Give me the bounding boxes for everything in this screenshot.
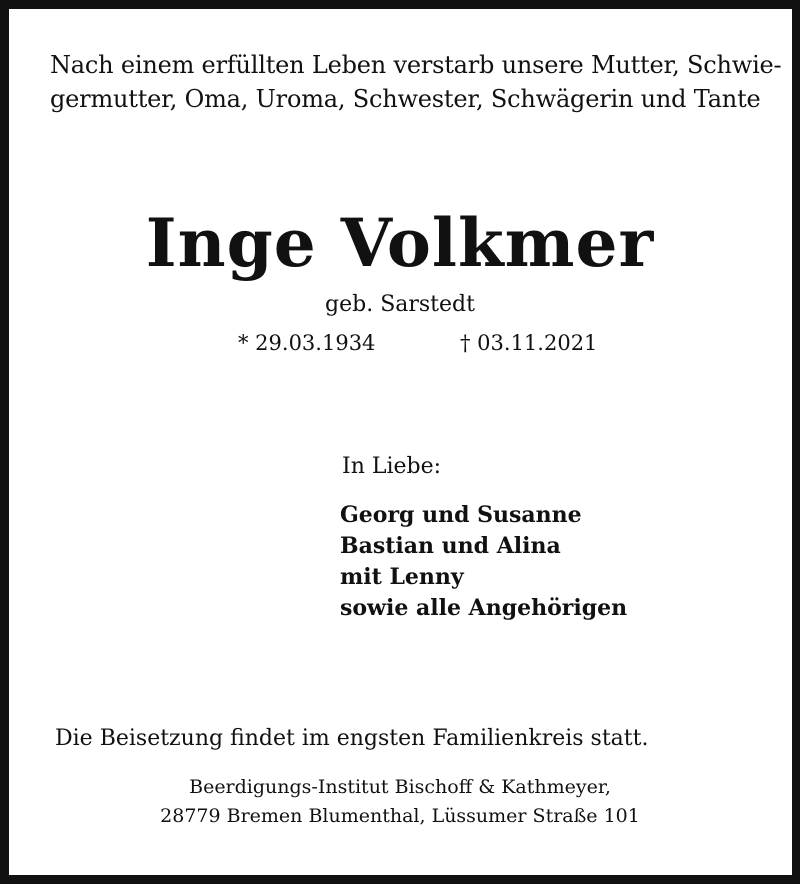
burial-note: Die Beisetzung findet im engsten Familienkreis statt. bbox=[55, 726, 649, 751]
undertaker-address: 28779 Bremen Blumenthal, Lüssumer Straße 101 bbox=[160, 805, 640, 827]
intro-line: Nach einem erfüllten Leben verstarb unsere Mutter, Schwie- bbox=[50, 51, 782, 79]
birth-date: * 29.03.1934 bbox=[238, 331, 376, 355]
undertaker-info bbox=[0, 773, 800, 831]
mourners-list bbox=[340, 500, 627, 624]
mourners-label: In Liebe: bbox=[342, 454, 442, 479]
intro-text bbox=[50, 48, 782, 116]
mourner-line: Georg und Susanne bbox=[340, 502, 582, 528]
intro-line: germutter, Oma, Uroma, Schwester, Schwägerin und Tante bbox=[50, 85, 761, 113]
deceased-name: Inge Volkmer bbox=[145, 204, 655, 282]
mourner-line: mit Lenny bbox=[340, 564, 464, 590]
maiden-name: geb. Sarstedt bbox=[325, 292, 475, 317]
undertaker-name: Beerdigungs-Institut Bischoff & Kathmeyer, bbox=[189, 776, 611, 798]
mourner-line: sowie alle Angehörigen bbox=[340, 595, 628, 621]
mourner-line: Bastian und Alina bbox=[340, 533, 561, 559]
death-date: † 03.11.2021 bbox=[460, 331, 598, 355]
